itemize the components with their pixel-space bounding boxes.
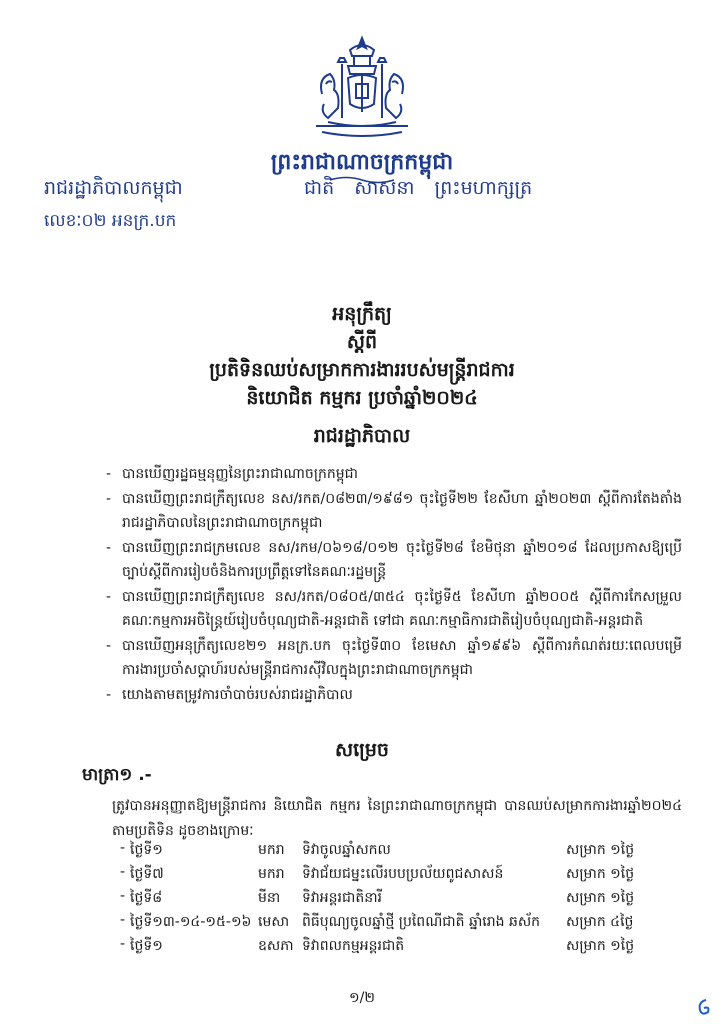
- national-motto: ជាតិ សាសនា ព្រះមហាក្សត្រ: [304, 177, 533, 199]
- holiday-row: [0, 912, 724, 936]
- holiday-day: ថ្ងៃទី១: [130, 842, 163, 858]
- holiday-month: មករា: [258, 866, 285, 882]
- reference-item: - បានឃើញរដ្ឋធម្មនុញ្ញនៃព្រះរាជាណាចក្រកម្ពុជា: [112, 462, 682, 487]
- government-name: រាជរដ្ឋាភិបាលកម្ពុជា: [44, 177, 183, 199]
- reference-number: លេខៈ០២ អនក្រ.បក: [44, 211, 177, 231]
- holiday-duration: សម្រាក ១ថ្ងៃ: [566, 866, 635, 882]
- holiday-month: មករា: [258, 842, 285, 858]
- holiday-duration: សម្រាក ៤ថ្ងៃ: [566, 914, 634, 930]
- document-type: អនុក្រឹត្យ: [332, 303, 392, 325]
- reference-item: - បានឃើញព្រះរាជក្រឹត្យលេខ នស/រកត/០៨២៣/១៩៨១ ចុះថ្ងៃទី២២ ខែសីហា ឆ្នាំ២០២៣ ស្តីពីការតែងតាំងរាជរដ្ឋាភិបាលនៃព្រះរាជាណាចក្រកម្ពុជា: [112, 487, 682, 536]
- holiday-month: ឧសភា: [258, 938, 294, 954]
- holiday-row: [0, 864, 724, 888]
- reference-item: - បានឃើញព្រះរាជក្រឹត្យលេខ នស/រកត/០៨០៥/៣៥៤ ចុះថ្ងៃទី៥ ខែសីហា ឆ្នាំ២០០៥ ស្តីពីការកែសម្រួលគណៈកម្មការអចិន្ត្រៃយ៍រៀបចំបុណ្យជាតិ-អន្តរជាតិ ទៅជា គណៈកម្មាធិការជាតិរៀបចំបុណ្យជាតិ-អន្តរជាតិ: [112, 585, 682, 634]
- kingdom-title: ព្រះរាជាណាចក្រកម្ពុជា: [270, 150, 454, 175]
- row-dash: -: [120, 864, 126, 880]
- decision-heading: សម្រេច: [335, 739, 389, 761]
- document-about: ស្តីពី: [346, 331, 378, 353]
- document-subject-line2: និយោជិត កម្មករ ប្រចាំឆ្នាំ២០២៤: [246, 387, 478, 409]
- holiday-description: ទិវាអន្តរជាតិនារី: [302, 890, 382, 906]
- issuing-authority: រាជរដ្ឋាភិបាល: [313, 425, 411, 447]
- row-dash: -: [120, 888, 126, 904]
- holiday-row: [0, 936, 724, 960]
- initial-mark-icon: [694, 996, 714, 1020]
- holiday-duration: សម្រាក ១ថ្ងៃ: [566, 842, 635, 858]
- holiday-day: ថ្ងៃទី៨: [130, 890, 163, 906]
- page-number: ១/២: [349, 990, 375, 1006]
- holiday-month: មីនា: [258, 890, 281, 906]
- document-subject-line1: ប្រតិទិនឈប់សម្រាកការងាររបស់មន្ត្រីរាជការ: [209, 359, 515, 381]
- holiday-description: ទិវាជ័យជម្នះលើរបបប្រល័យពូជសាសន៍: [302, 866, 504, 882]
- article-heading: មាត្រា១ .-: [82, 765, 152, 785]
- article-intro: ត្រូវបានអនុញ្ញាតឱ្យមន្ត្រីរាជការ និយោជិត កម្មករ នៃព្រះរាជាណាចក្រកម្ពុជា បានឈប់សម្រាកការងារឆ្នាំ២០២៤ តាមប្រតិទិន ដូចខាងក្រោមៈ: [112, 798, 682, 839]
- holiday-row: [0, 888, 724, 912]
- row-dash: -: [120, 936, 126, 952]
- royal-arms-emblem-icon: [308, 34, 416, 142]
- holiday-description: ពិធីបុណ្យចូលឆ្នាំថ្មី ប្រពៃណីជាតិ ឆ្នាំរោង ឆស័ក: [302, 914, 541, 930]
- holiday-day: ថ្ងៃទី៧: [130, 866, 164, 882]
- row-dash: -: [120, 912, 126, 928]
- holiday-day: ថ្ងៃទី១: [130, 938, 163, 954]
- legal-references-list: [112, 462, 682, 707]
- reference-item: - បានឃើញព្រះរាជក្រមលេខ នស/រកម/០៦១៨/០១២ ចុះថ្ងៃទី២៨ ខែមិថុនា ឆ្នាំ២០១៨ ដែលប្រកាសឱ្យប្រើច្បាប់ស្តីពីការរៀបចំនិងការប្រព្រឹត្តទៅនៃគណៈរដ្ឋមន្ត្រី: [112, 536, 682, 585]
- holiday-duration: សម្រាក ១ថ្ងៃ: [566, 938, 635, 954]
- holiday-duration: សម្រាក ១ថ្ងៃ: [566, 890, 635, 906]
- reference-item: - យោងតាមតម្រូវការចាំបាច់របស់រាជរដ្ឋាភិបាល: [112, 683, 682, 708]
- holiday-day: ថ្ងៃទី១៣-១៤-១៥-១៦: [130, 914, 252, 930]
- reference-item: - បានឃើញអនុក្រឹត្យលេខ២១ អនក្រ.បក ចុះថ្ងៃទី៣០ ខែមេសា ឆ្នាំ១៩៩៦ ស្តីពីការកំណត់រយៈពេលបម្រើការងារប្រចាំសប្តាហ៍របស់មន្ត្រីរាជការស៊ីវិលក្នុងព្រះរាជាណាចក្រកម្ពុជា: [112, 634, 682, 683]
- row-dash: -: [120, 840, 126, 856]
- holiday-description: ទិវាចូលឆ្នាំសកល: [302, 842, 391, 858]
- holiday-month: មេសា: [258, 914, 290, 930]
- holiday-row: [0, 840, 724, 864]
- holiday-description: ទិវាពលកម្មអន្តរជាតិ: [302, 938, 405, 954]
